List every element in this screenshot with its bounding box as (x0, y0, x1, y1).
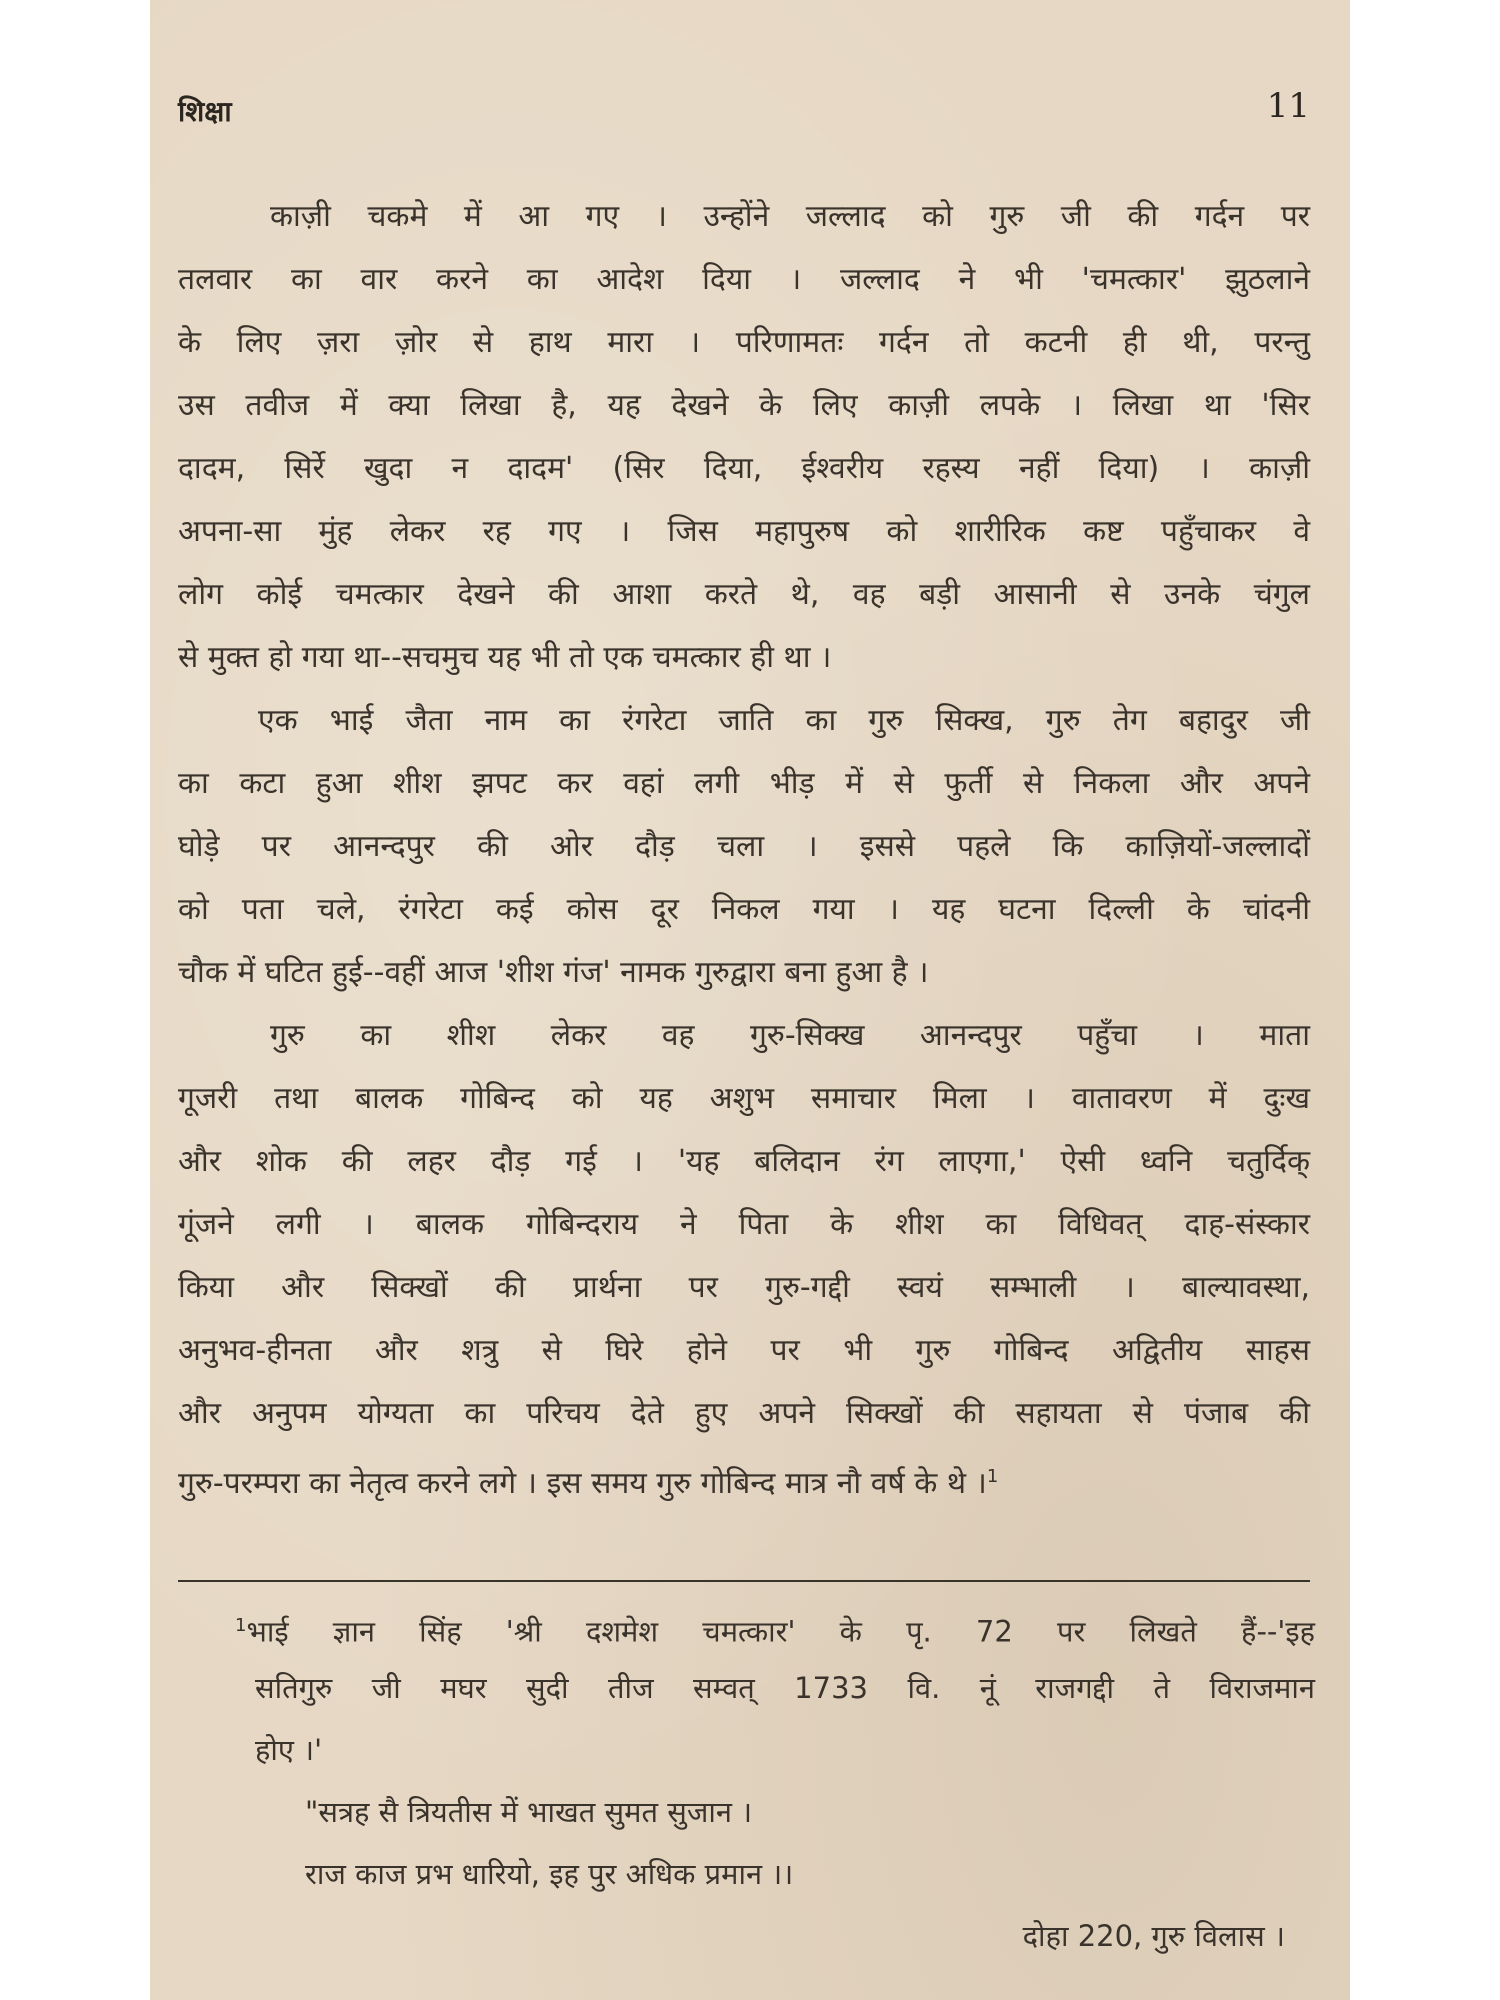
footnote (235, 1595, 1315, 1967)
text-line: गूंजने लगी । बालक गोबिन्दराय ने पिता के शीश का विधिवत् दाह-संस्कार (178, 1207, 1310, 1242)
footnote-line (235, 1595, 1315, 1657)
footnote-divider (178, 1580, 1310, 1582)
book-page (150, 0, 1350, 2000)
text-line: गुरु-परम्परा का नेतृत्व करने लगे । इस समय गुरु गोबिन्द मात्र नौ वर्ष के थे । (178, 1466, 987, 1501)
text-line: गूजरी तथा बालक गोबिन्द को यह अशुभ समाचार मिला । वातावरण में दुःख (178, 1081, 1310, 1116)
text-line: दादम, सिर्रे खुदा न दादम' (सिर दिया, ईश्वरीय रहस्य नहीं दिया) । काज़ी (178, 451, 1310, 486)
footnote-marker: 1 (235, 1615, 247, 1636)
footnote-text: भाई ज्ञान सिंह 'श्री दशमेश चमत्कार' के पृ. 72 पर लिखते हैं--'इह (246, 1614, 1315, 1649)
text-line: और शोक की लहर दौड़ गई । 'यह बलिदान रंग लाएगा,' ऐसी ध्वनि चतुर्दिक् (178, 1144, 1310, 1179)
text-line-with-footnote-ref (178, 1445, 1310, 1508)
text-line: अनुभव-हीनता और शत्रु से घिरे होने पर भी गुरु गोबिन्द अद्वितीय साहस (178, 1333, 1310, 1368)
text-line: को पता चले, रंगरेटा कई कोस दूर निकल गया । यह घटना दिल्ली के चांदनी (178, 892, 1310, 927)
text-line: का कटा हुआ शीश झपट कर वहां लगी भीड़ में से फुर्ती से निकला और अपने (178, 766, 1310, 801)
text-line: से मुक्त हो गया था--सचमुच यह भी तो एक चमत्कार ही था । (178, 640, 832, 675)
text-line: तलवार का वार करने का आदेश दिया । जल्लाद ने भी 'चमत्कार' झुठलाने (178, 262, 1310, 297)
text-line: लोग कोई चमत्कार देखने की आशा करते थे, वह बड़ी आसानी से उनके चंगुल (178, 577, 1310, 612)
text-line: अपना-सा मुंह लेकर रह गए । जिस महापुरुष को शारीरिक कष्ट पहुँचाकर वे (178, 514, 1310, 549)
text-line: गुरु का शीश लेकर वह गुरु-सिक्ख आनन्दपुर पहुँचा । माता (270, 1018, 1310, 1053)
text-line: और अनुपम योग्यता का परिचय देते हुए अपने सिक्खों की सहायता से पंजाब की (178, 1396, 1310, 1431)
footnote-source: दोहा 220, गुरु विलास । (1022, 1919, 1285, 1953)
body-text (178, 185, 1310, 1508)
text-line: उस तवीज में क्या लिखा है, यह देखने के लिए काज़ी लपके । लिखा था 'सिर (178, 388, 1310, 423)
footnote-line: होए ।' (255, 1733, 323, 1767)
text-line: एक भाई जैता नाम का रंगरेटा जाति का गुरु सिक्ख, गुरु तेग बहादुर जी (258, 703, 1310, 738)
footnote-line: सतिगुरु जी मघर सुदी तीज सम्वत् 1733 वि. नूं राजगद्दी ते विराजमान (255, 1671, 1315, 1705)
page-number: 11 (1266, 86, 1310, 126)
text-line: के लिए ज़रा ज़ोर से हाथ मारा । परिणामतः गर्दन तो कटनी ही थी, परन्तु (178, 325, 1310, 360)
text-line: घोड़े पर आनन्दपुर की ओर दौड़ चला । इससे पहले कि काज़ियों-जल्लादों (178, 829, 1310, 864)
footnote-verse-line: "सत्रह सै त्रियतीस में भाखत सुमत सुजान । (305, 1795, 753, 1829)
footnote-reference: 1 (986, 1466, 999, 1487)
text-line: किया और सिक्खों की प्रार्थना पर गुरु-गद्दी स्वयं सम्भाली । बाल्यावस्था, (178, 1270, 1310, 1305)
text-line: चौक में घटित हुई--वहीं आज 'शीश गंज' नामक गुरुद्वारा बना हुआ है । (178, 955, 929, 990)
text-line: काज़ी चकमे में आ गए । उन्होंने जल्लाद को गुरु जी की गर्दन पर (270, 199, 1310, 234)
running-header-title: शिक्षा (178, 95, 232, 128)
footnote-verse-line: राज काज प्रभ धारियो, इह पुर अधिक प्रमान ।। (305, 1857, 794, 1891)
